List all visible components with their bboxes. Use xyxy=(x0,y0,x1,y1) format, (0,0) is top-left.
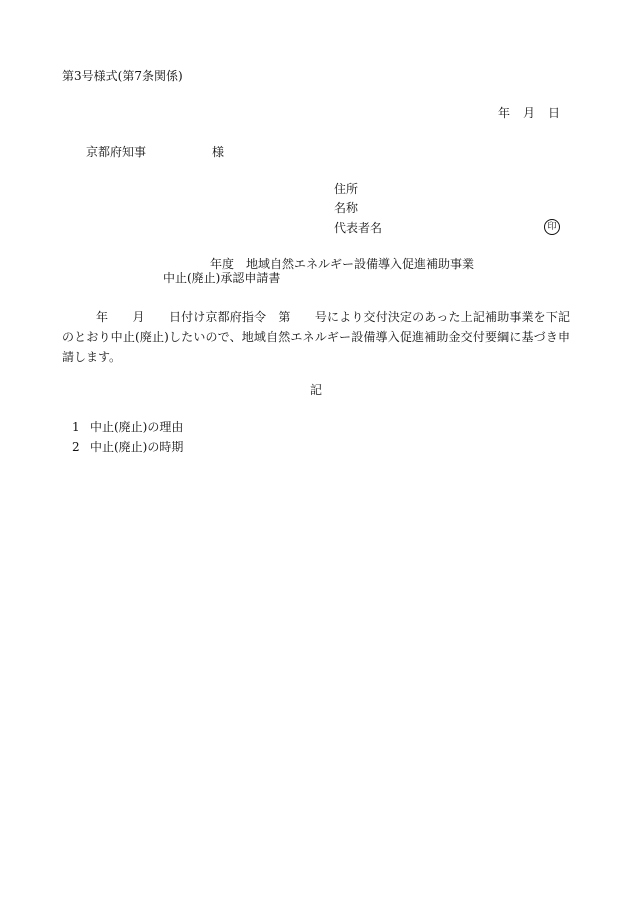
addressee xyxy=(86,146,224,158)
list-item xyxy=(72,421,183,433)
date-month: 月 xyxy=(523,106,536,120)
date-day: 日 xyxy=(548,106,561,120)
list-item-text: 中止(廃止)の理由 xyxy=(90,420,184,434)
date-year: 年 xyxy=(498,106,511,120)
document-title-line2: 中止(廃止)承認申請書 xyxy=(163,271,281,285)
body-paragraph: 年 月 日付け京都府指令 第 号により交付決定のあった上記補助事業を下記のとおり中止(廃止)したいので、地域自然エネルギー設備導入促進補助金交付要綱に基づき申請します。 xyxy=(62,310,570,364)
applicant-name-label: 名称 xyxy=(334,201,359,215)
applicant-address-label: 住所 xyxy=(334,182,359,196)
date-line xyxy=(498,107,560,119)
document-title-line1: 年度 地域自然エネルギー設備導入促進補助事業 xyxy=(210,257,475,271)
addressee-name: 京都府知事 xyxy=(86,145,147,159)
list-item-text: 中止(廃止)の時期 xyxy=(90,440,184,454)
seal-mark: 印 xyxy=(544,219,560,235)
list-item-number: 2 xyxy=(72,440,80,454)
addressee-suffix: 様 xyxy=(212,145,225,159)
list-item-number: 1 xyxy=(72,420,80,434)
applicant-representative-label: 代表者名 xyxy=(334,221,383,235)
ki-heading: 記 xyxy=(310,383,323,397)
form-number: 第3号様式(第7条関係) xyxy=(62,69,183,83)
list-item xyxy=(72,441,183,453)
